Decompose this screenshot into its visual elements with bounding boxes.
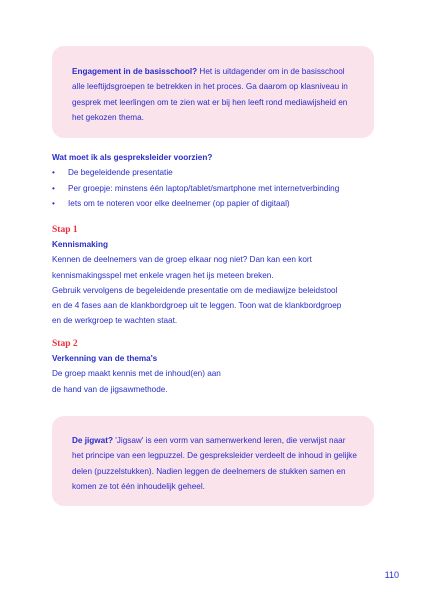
step-1-line: kennismakingsspel met enkele vragen het ijs meteen breken.: [52, 270, 274, 280]
checklist-list: [52, 165, 382, 211]
list-item: • Iets om te noteren voor elke deelnemer (op papier of digitaal): [52, 196, 382, 211]
step-1-line: en de werkgroep te wachten staat.: [52, 316, 178, 326]
callout-text: 'Jigsaw' is een vorm van samenwerkend leren, die verwijst naar het principe van een legpuzzel. De gespreksleider verdeelt de inhoud in gelijke delen (puzzelstukken). Nadien leggen de deelnemers de stukken samen en komen ze tot één inhoudelijk geheel.: [72, 436, 357, 491]
jigsaw-callout: [52, 416, 374, 506]
checklist-section: [52, 150, 382, 211]
list-item: • De begeleidende presentatie: [52, 165, 382, 180]
checklist-title: Wat moet ik als gespreksleider voorzien?: [52, 153, 213, 162]
step-1-line: en de 4 fases aan de klankbordgroep uit te leggen. Toon wat de klankbordgroep: [52, 301, 342, 311]
step-2-line: De groep maakt kennis met de inhoud(en) aan: [52, 369, 221, 379]
callout-text: Het is uitdagender om in de basisschool alle leeftijdsgroepen te betrekken in het proces. Ga daarom op klasniveau in gesprek met leerlingen om te zien wat er bij hen leeft rond mediawijsheid en het gekozen thema.: [72, 67, 348, 122]
callout-lead: De jigwat?: [72, 436, 113, 445]
step-2-heading: Stap 2: [52, 339, 78, 349]
step-1-section: [52, 223, 382, 329]
callout-paragraph: [72, 64, 358, 125]
step-2-subtitle: Verkenning van de thema's: [52, 354, 158, 363]
step-1-line: Kennen de deelnemers van de groep elkaar nog niet? Dan kan een kort: [52, 255, 312, 265]
callout-paragraph: [72, 433, 358, 494]
step-1-line: Gebruik vervolgens de begeleidende presentatie om de mediawijze beleidstool: [52, 285, 338, 295]
step-2-section: [52, 337, 382, 397]
list-item: • Per groepje: minstens één laptop/tablet/smartphone met internetverbinding: [52, 181, 382, 196]
step-2-line: de hand van de jigsawmethode.: [52, 384, 168, 394]
engagement-callout: [52, 46, 374, 138]
page-number: 110: [384, 570, 399, 580]
step-1-heading: Stap 1: [52, 225, 78, 235]
step-1-subtitle: Kennismaking: [52, 240, 108, 249]
callout-lead: Engagement in de basisschool?: [72, 67, 198, 76]
